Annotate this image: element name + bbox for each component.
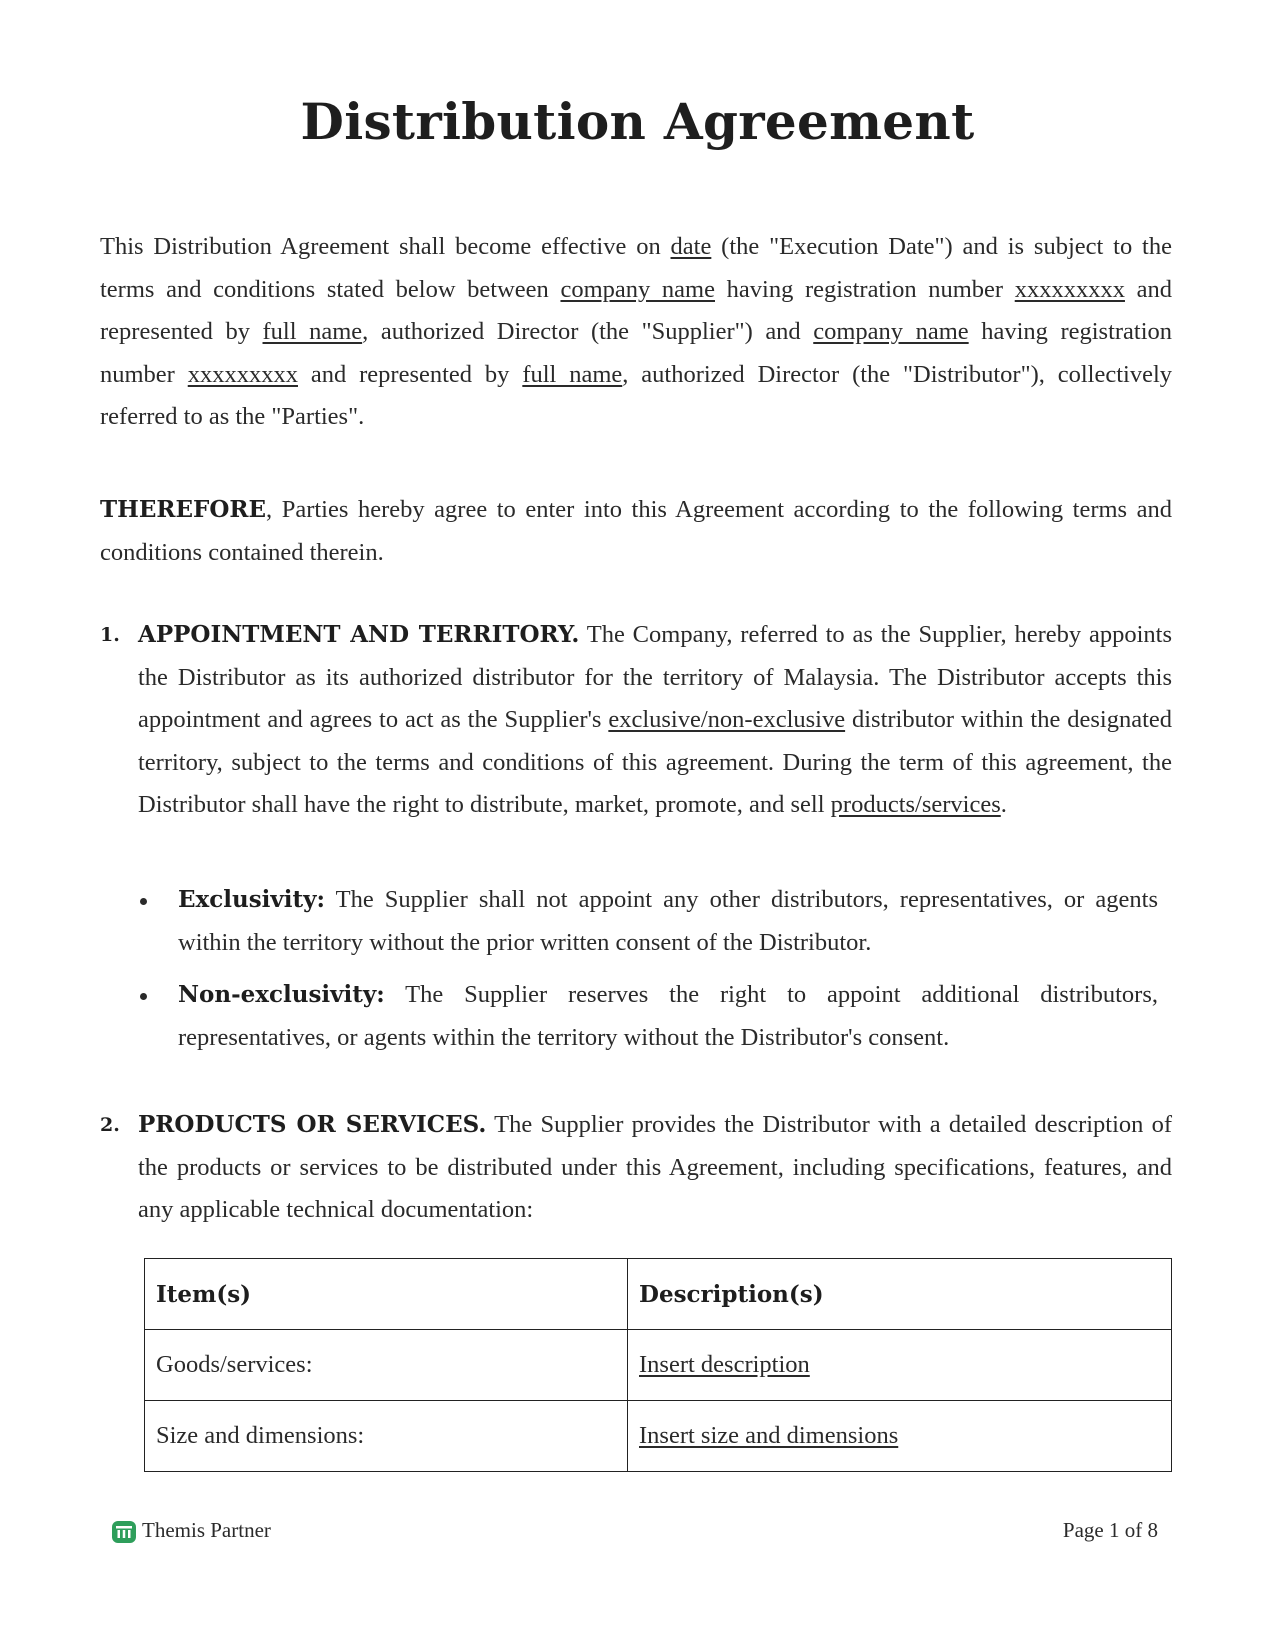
intro-text: (the "Execution Date") and is subject to the terms and conditions stated below between [100, 233, 1172, 303]
intro-text: This Distribution Agreement shall become effective on [100, 233, 671, 260]
footer-brand: Themis Partner [142, 1518, 271, 1542]
distributor-registration-placeholder: xxxxxxxxx [187, 360, 298, 388]
intro-text: , authorized Director (the "Supplier") and [362, 318, 814, 345]
table-header-row [145, 1259, 1172, 1330]
section-text: . [1000, 791, 1007, 818]
size-placeholder: Insert size and dimensions [639, 1422, 899, 1449]
table-header-cell: Description(s) [628, 1259, 1172, 1330]
bullet-text: The Supplier reserves the right to appoint additional distributors, representatives, or agents within the territory without the Distributor's consent. [178, 981, 1158, 1051]
intro-text: , authorized Director (the "Distributor"), collectively referred to as the "Parties". [100, 360, 1173, 430]
section-products [138, 1104, 1172, 1232]
section-heading: PRODUCTS OR SERVICES. [138, 1111, 487, 1138]
page-number: Page 1 of 8 [1062, 1518, 1158, 1542]
therefore-text: , Parties hereby agree to enter into this Agreement according to the following terms and conditions contained therein. [100, 496, 1172, 566]
table-cell: Goods/services: [145, 1330, 628, 1401]
section-text: distributor within the designated territory, subject to the terms and conditions of this agreement. During the term of this agreement, the Distributor shall have the right to distribute, market, promote, and sell [138, 706, 1172, 818]
themis-logo-icon [112, 1521, 136, 1543]
intro-text: having registration number [715, 275, 1015, 303]
table-row [145, 1330, 1172, 1401]
section-heading: APPOINTMENT AND TERRITORY. [138, 621, 580, 648]
bullet-non-exclusivity [178, 974, 1158, 1059]
intro-text: and represented by [100, 275, 1172, 345]
products-table [144, 1258, 1172, 1472]
table-cell: Size and dimensions: [145, 1401, 628, 1472]
therefore-paragraph [100, 489, 1172, 574]
bullet-exclusivity [178, 879, 1158, 964]
bullet-icon [140, 898, 147, 905]
table-header-cell: Item(s) [145, 1259, 628, 1330]
exclusivity-placeholder: exclusive/non-exclusive [608, 706, 846, 733]
document-title: Distribution Agreement [300, 92, 975, 151]
distributor-company-placeholder: company name [813, 318, 969, 345]
table-row [145, 1401, 1172, 1472]
supplier-company-placeholder: company name [560, 275, 715, 303]
description-placeholder: Insert description [639, 1351, 810, 1378]
bullet-label: Exclusivity: [178, 886, 325, 913]
bullet-label: Non-exclusivity: [178, 981, 385, 1008]
products-placeholder: products/services [830, 791, 1001, 818]
supplier-director-placeholder: full name [262, 318, 363, 345]
table-cell [628, 1401, 1172, 1472]
section-text: The Company, referred to as the Supplier, hereby appoints the Distributor as its authorized distributor for the territory of Malaysia. The Distributor accepts this appointment and agrees to act as the Supplier's [138, 621, 1172, 733]
bullet-text: The Supplier shall not appoint any other distributors, representatives, or agents within the territory without the prior written consent of the Distributor. [178, 886, 1158, 956]
therefore-keyword: THEREFORE [100, 496, 267, 523]
section-text: The Supplier provides the Distributor with a detailed description of the products or services to be distributed under this Agreement, including specifications, features, and any applicable technical documentation: [138, 1111, 1172, 1223]
distributor-director-placeholder: full name [522, 360, 623, 388]
supplier-registration-placeholder: xxxxxxxxx [1014, 275, 1125, 303]
section-number: 2. [100, 1114, 120, 1136]
date-placeholder: date [670, 233, 712, 260]
bullet-icon [140, 993, 147, 1000]
section-number: 1. [100, 624, 120, 646]
intro-paragraph [100, 226, 1172, 439]
intro-text: and represented by [297, 360, 523, 388]
section-appointment [138, 614, 1172, 827]
intro-text: having registration number [100, 318, 1173, 388]
table-cell [628, 1330, 1172, 1401]
